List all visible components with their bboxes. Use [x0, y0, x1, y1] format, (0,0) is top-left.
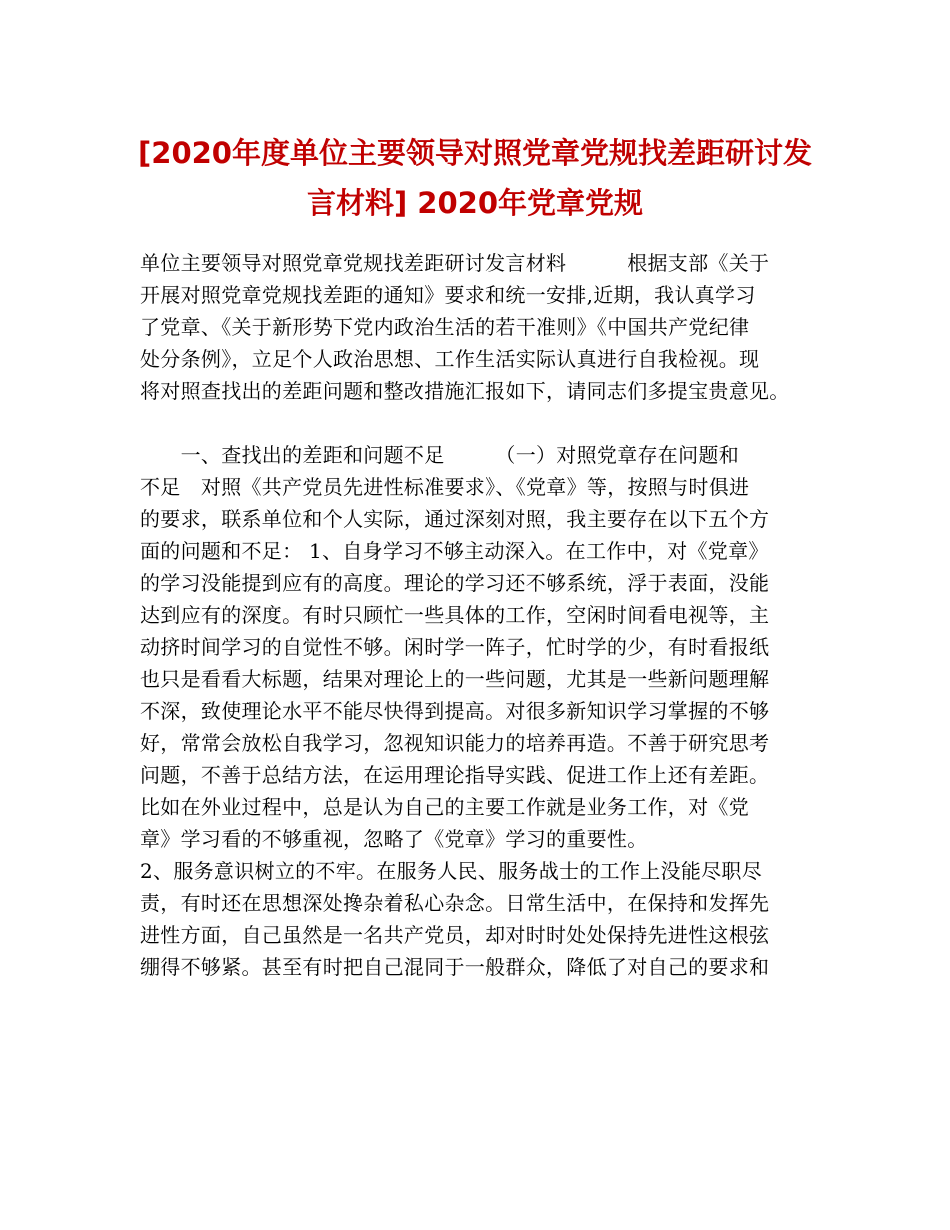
document-title [120, 128, 830, 228]
text-line: 不足 对照《共产党员先进性标准要求》、《党章》等，按照与时俱进 [140, 475, 750, 499]
text-line: 一、查找出的差距和问题不足 （一）对照党章存在问题和 [140, 443, 739, 467]
paragraph-intro [140, 247, 840, 407]
title-line-2: 言材料] 2020年党章党规 [306, 186, 644, 220]
text-line: 也只是看看大标题，结果对理论上的一些问题，尤其是一些新问题理解 [140, 667, 770, 691]
document-body [140, 247, 840, 983]
text-line: 达到应有的深度。有时只顾忙一些具体的工作，空闲时间看电视等，主 [140, 603, 770, 627]
text-line: 将对照查找出的差距问题和整改措施汇报如下，请同志们多提宝贵意见。 [140, 379, 790, 403]
text-line: 责，有时还在思想深处搀杂着私心杂念。日常生活中，在保持和发挥先 [140, 891, 770, 915]
text-line: 比如在外业过程中，总是认为自己的主要工作就是业务工作，对《党 [140, 795, 749, 819]
text-line: 面的问题和不足： 1、自身学习不够主动深入。在工作中，对《党章》 [140, 539, 769, 563]
paragraph-problems [140, 439, 840, 983]
text-line: 处分条例》，立足个人政治思想、工作生活实际认真进行自我检视。现 [140, 347, 760, 371]
title-line-1: [2020年度单位主要领导对照党章党规找差距研讨发 [138, 136, 812, 170]
text-line: 好，常常会放松自我学习，忽视知识能力的培养再造。不善于研究思考 [140, 731, 770, 755]
text-line: 2、服务意识树立的不牢。在服务人民、服务战士的工作上没能尽职尽 [140, 859, 763, 883]
text-line: 不深，致使理论水平不能尽快得到提高。对很多新知识学习掌握的不够 [140, 699, 770, 723]
text-line: 开展对照党章党规找差距的通知》要求和统一安排,近期，我认真学习 [140, 283, 756, 307]
text-line: 了党章、《关于新形势下党内政治生活的若干准则》《中国共产党纪律 [140, 315, 750, 339]
text-line: 的学习没能提到应有的高度。理论的学习还不够系统，浮于表面，没能 [140, 571, 770, 595]
text-line: 章》学习看的不够重视，忽略了《党章》学习的重要性。 [140, 827, 648, 851]
paragraph-spacer [140, 407, 840, 439]
text-line: 问题，不善于总结方法，在运用理论指导实践、促进工作上还有差距。 [140, 763, 770, 787]
text-line: 单位主要领导对照党章党规找差距研讨发言材料 根据支部《关于 [140, 251, 770, 275]
text-line: 进性方面，自己虽然是一名共产党员，却对时时处处保持先进性这根弦 [140, 923, 770, 947]
text-line: 的要求，联系单位和个人实际，通过深刻对照，我主要存在以下五个方 [140, 507, 770, 531]
text-line: 动挤时间学习的自觉性不够。闲时学一阵子，忙时学的少，有时看报纸 [140, 635, 770, 659]
text-line: 绷得不够紧。甚至有时把自己混同于一般群众，降低了对自己的要求和 [140, 955, 770, 979]
